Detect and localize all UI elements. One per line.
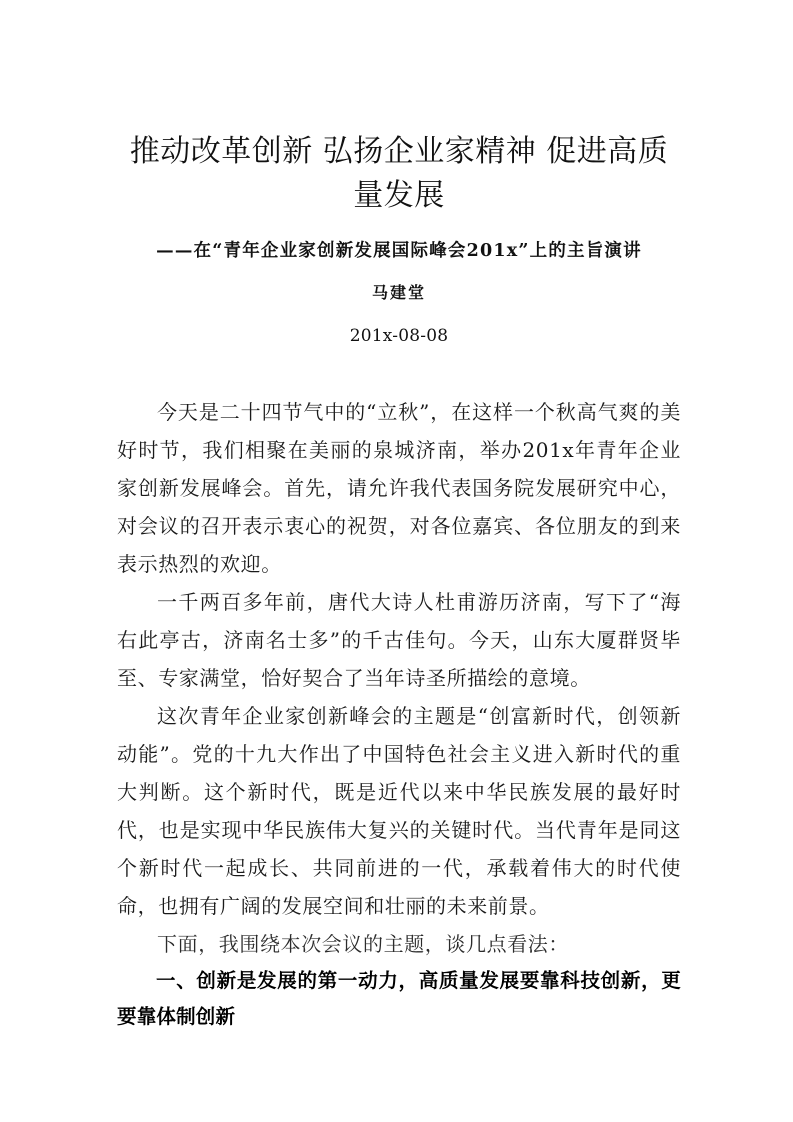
body-paragraph-4: 下面，我围绕本次会议的主题，谈几点看法： [157, 932, 569, 956]
title-line-1: 推动改革创新 弘扬企业家精神 促进高质 [129, 134, 669, 169]
document-content [117, 0, 681, 1035]
document-body [117, 349, 681, 1035]
body-paragraph-1: 今天是二十四节气中的“立秋”，在这样一个秋高气爽的美好时节，我们相聚在美丽的泉城济南，举办201x年青年企业家创新发展峰会。首先，请允许我代表国务院发展研究中心，对会议的召开表示衷心的祝贺，对各位嘉宾、各位朋友的到来表示热烈的欢迎。 [117, 400, 681, 576]
title-line-2: 量发展 [353, 178, 445, 213]
body-paragraph-2: 一千两百多年前，唐代大诗人杜甫游历济南，写下了“海右此亭古，济南名士多”的千古佳句。今天，山东大厦群贤毕至、专家满堂，恰好契合了当年诗圣所描绘的意境。 [117, 590, 681, 690]
body-paragraph-3: 这次青年企业家创新峰会的主题是“创富新时代，创领新动能”。党的十九大作出了中国特色社会主义进入新时代的重大判断。这个新时代，既是近代以来中华民族发展的最好时代，也是实现中华民族伟大复兴的关键时代。当代青年是同这个新时代一起成长、共同前进的一代，承载着伟大的时代使命，也拥有广阔的发展空间和壮丽的未来前景。 [117, 704, 681, 918]
document-author: 马建堂 [371, 283, 426, 302]
document-date: 201x-08-08 [349, 326, 449, 346]
document-subtitle: ——在“青年企业家创新发展国际峰会201x”上的主旨演讲 [156, 241, 642, 261]
section-heading-1: 一、创新是发展的第一动力，高质量发展要靠科技创新，更要靠体制创新 [117, 969, 681, 1028]
page-title [117, 0, 681, 218]
